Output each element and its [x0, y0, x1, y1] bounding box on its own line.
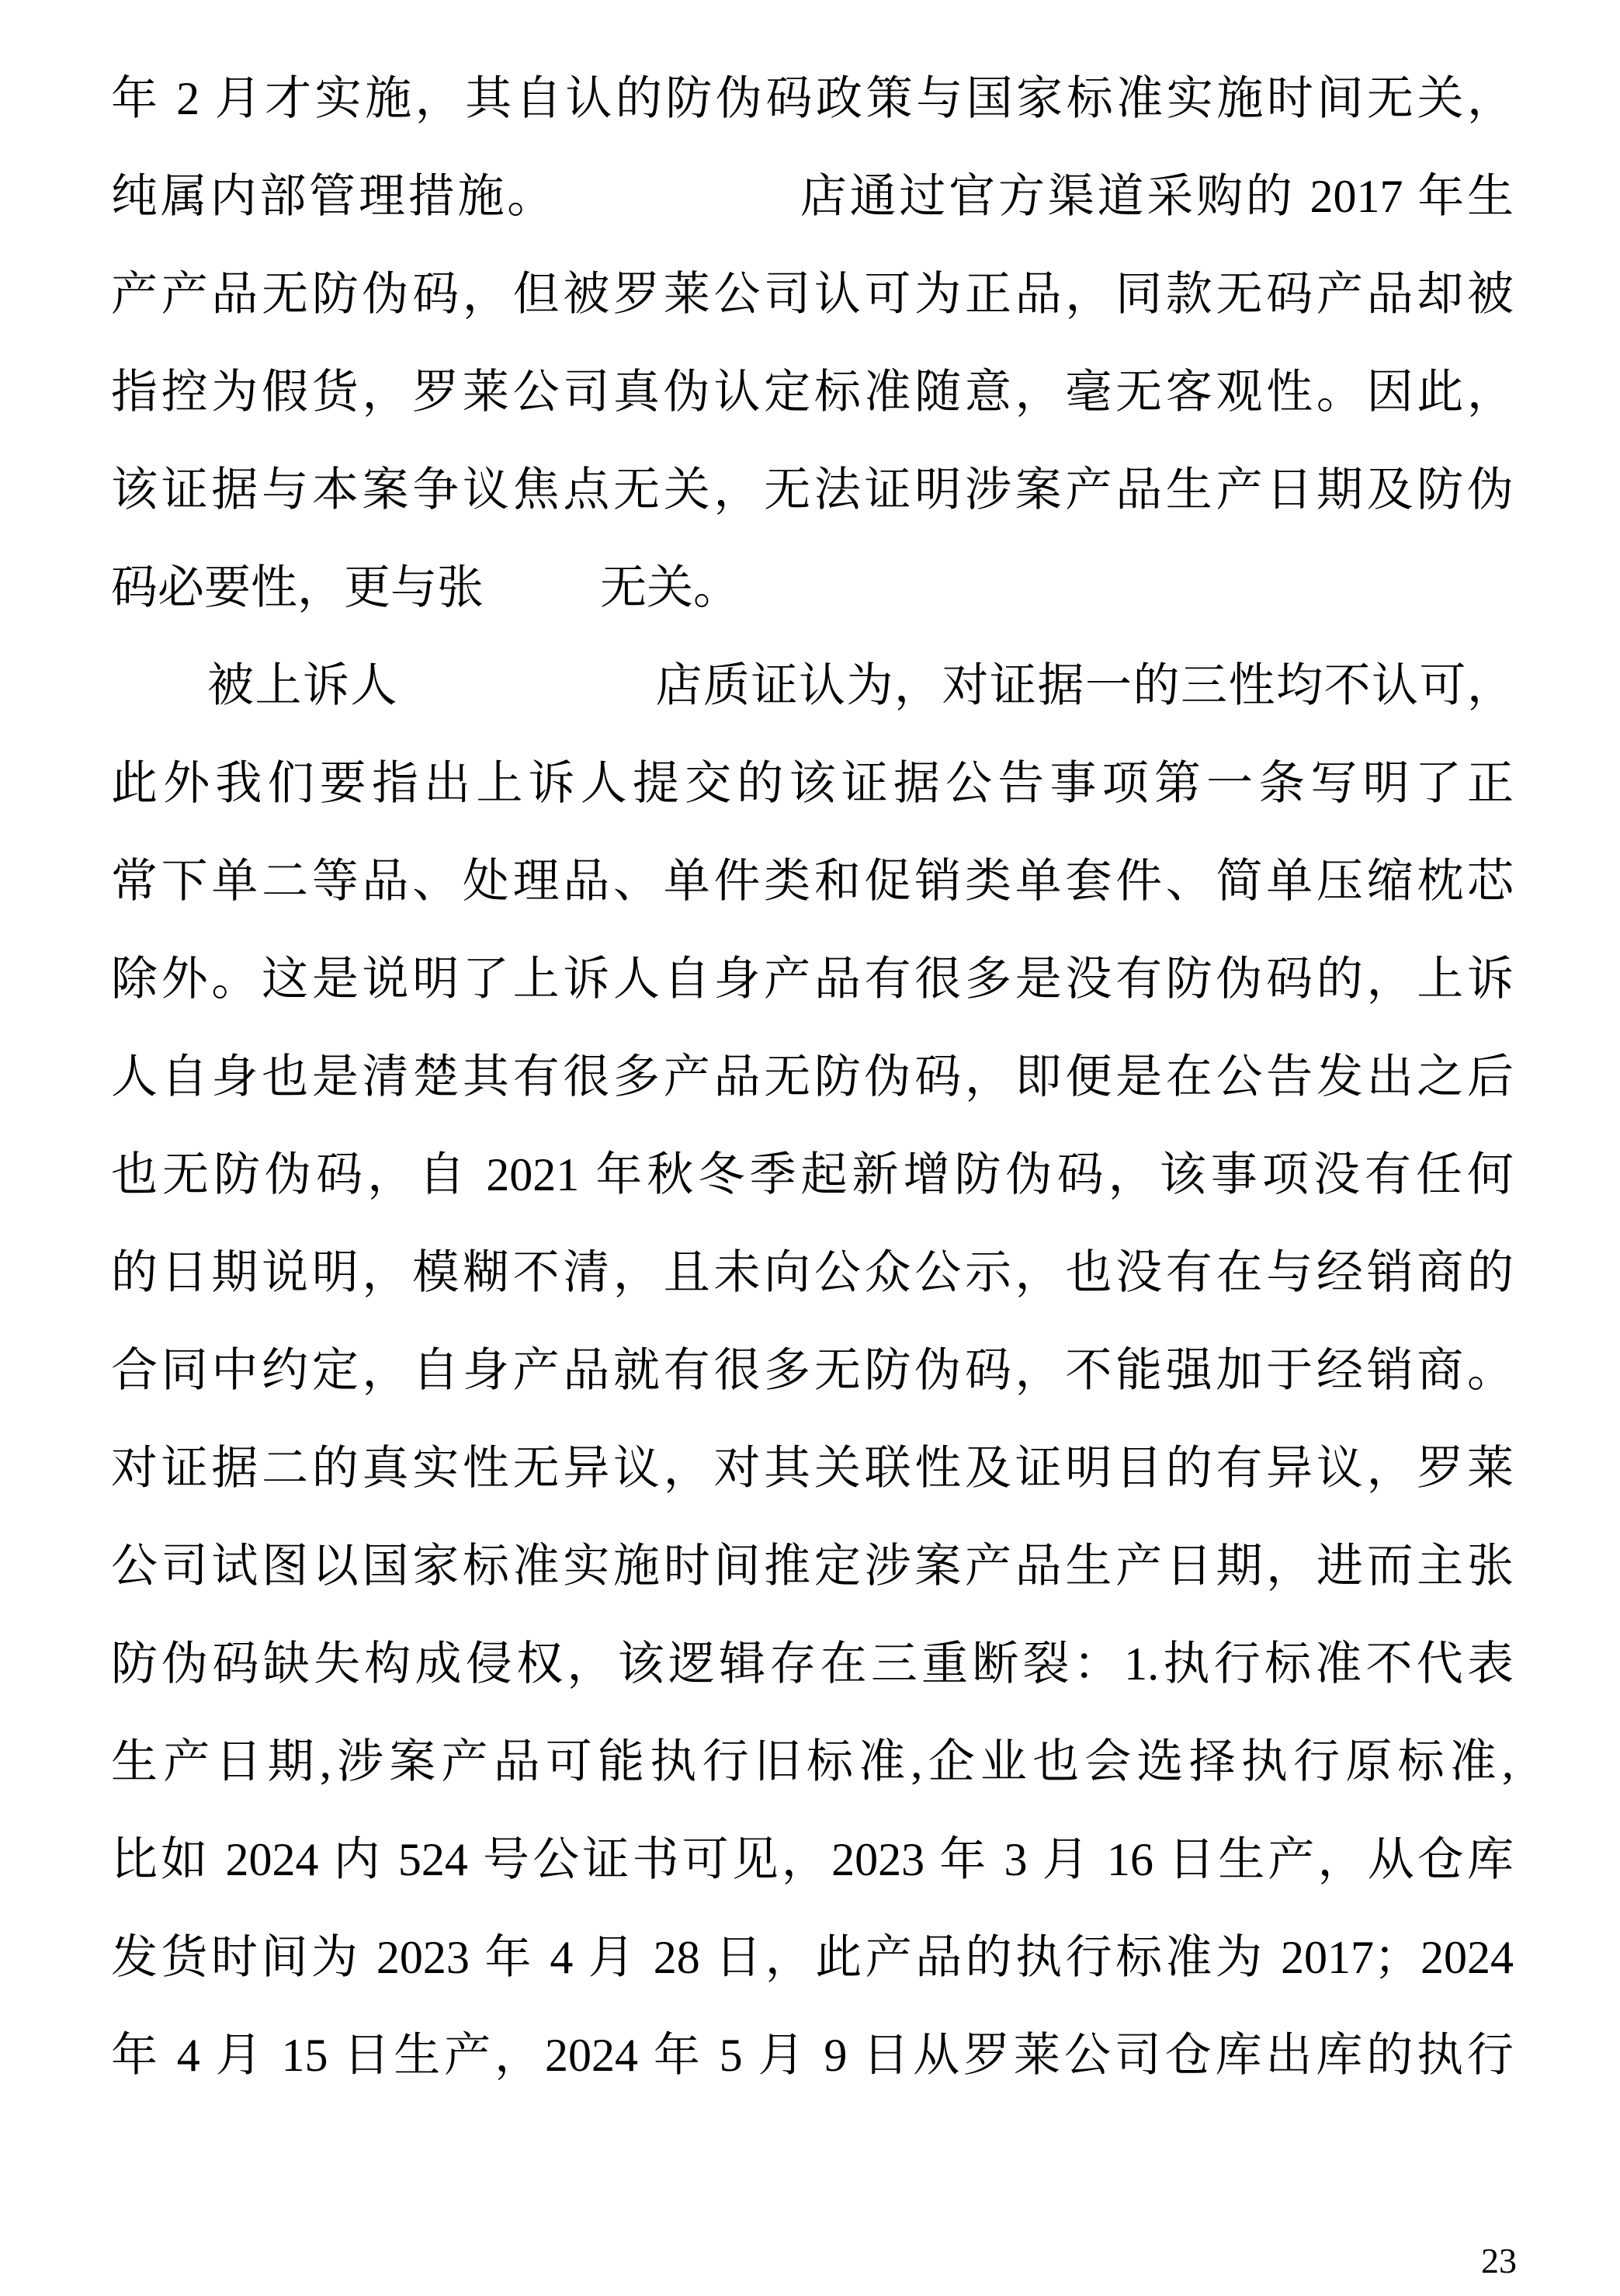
text-line: [111, 930, 1514, 1028]
text-segment: 比如 2024 内 524 号公证书可见，2023 年 3 月 16 日生产，从仓库: [111, 1834, 1514, 1885]
text-segment: 无关。: [600, 562, 740, 613]
text-segment: 生产日期,涉案产品可能执行旧标准,企业也会选择执行原标准,: [111, 1736, 1514, 1787]
text-segment: 店质证认为，对证据一的三性均不认可，: [654, 660, 1514, 711]
text-line: [111, 343, 1514, 441]
text-line: [111, 50, 1514, 148]
redacted-text-gap: [557, 211, 797, 212]
text-segment: 人自身也是清楚其有很多产品无防伪码，即便是在公告发出之后: [111, 1051, 1514, 1103]
text-line: [111, 1517, 1514, 1615]
text-segment: 对证据二的真实性无异议，对其关联性及证明目的有异议，罗莱: [111, 1443, 1514, 1494]
text-segment: 也无防伪码，自 2021 年秋冬季起新增防伪码，该事项没有任何: [111, 1149, 1514, 1200]
text-line: [111, 1713, 1514, 1811]
text-line: [111, 1126, 1514, 1224]
text-line: [111, 441, 1514, 539]
text-line: [111, 1909, 1514, 2006]
text-segment: 指控为假货，罗莱公司真伪认定标准随意，毫无客观性。因此，: [111, 366, 1514, 418]
redacted-text-gap: [398, 700, 654, 701]
text-segment: 年 4 月 15 日生产，2024 年 5 月 9 日从罗莱公司仓库出库的执行: [111, 2030, 1514, 2081]
text-segment: 的日期说明，模糊不清，且未向公众公示，也没有在与经销商的: [111, 1247, 1514, 1298]
text-segment: 公司试图以国家标准实施时间推定涉案产品生产日期，进而主张: [111, 1541, 1514, 1592]
text-line: [111, 2006, 1514, 2104]
text-segment: 纯属内部管理措施。: [111, 171, 557, 222]
text-line: [111, 1028, 1514, 1126]
text-segment: 防伪码缺失构成侵权，该逻辑存在三重断裂：1.执行标准不代表: [111, 1638, 1514, 1690]
text-segment: 被上诉人: [207, 660, 398, 711]
page-text: [111, 50, 1514, 2104]
page-number: 23: [1481, 2241, 1517, 2280]
text-line: [111, 1811, 1514, 1909]
text-segment: 产产品无防伪码，但被罗莱公司认可为正品，同款无码产品却被: [111, 269, 1514, 320]
text-segment: 除外。这是说明了上诉人自身产品有很多是没有防伪码的，上诉: [111, 953, 1514, 1005]
text-segment: 年 2 月才实施，其自认的防伪码政策与国家标准实施时间无关，: [111, 73, 1514, 124]
text-line: [111, 1419, 1514, 1517]
text-segment: 合同中约定，自身产品就有很多无防伪码，不能强加于经销商。: [111, 1345, 1514, 1396]
text-line: [111, 1322, 1514, 1419]
text-line: [111, 832, 1514, 930]
text-segment: 码必要性，更与张: [111, 562, 484, 613]
text-segment: 发货时间为 2023 年 4 月 28 日，此产品的执行标准为 2017；2024: [111, 1932, 1514, 1983]
text-segment: 店通过官方渠道采购的 2017 年生: [797, 171, 1514, 222]
text-line: [111, 148, 1514, 245]
text-line: [111, 539, 1514, 637]
text-segment: 该证据与本案争议焦点无关，无法证明涉案产品生产日期及防伪: [111, 464, 1514, 516]
text-line: [111, 735, 1514, 832]
text-segment: 此外我们要指出上诉人提交的该证据公告事项第一条写明了正: [111, 758, 1514, 809]
text-line: [111, 637, 1514, 735]
text-segment: 常下单二等品、处理品、单件类和促销类单套件、简单压缩枕芯: [111, 856, 1514, 907]
text-line: [111, 1224, 1514, 1322]
text-line: [111, 1615, 1514, 1713]
text-line: [111, 245, 1514, 343]
